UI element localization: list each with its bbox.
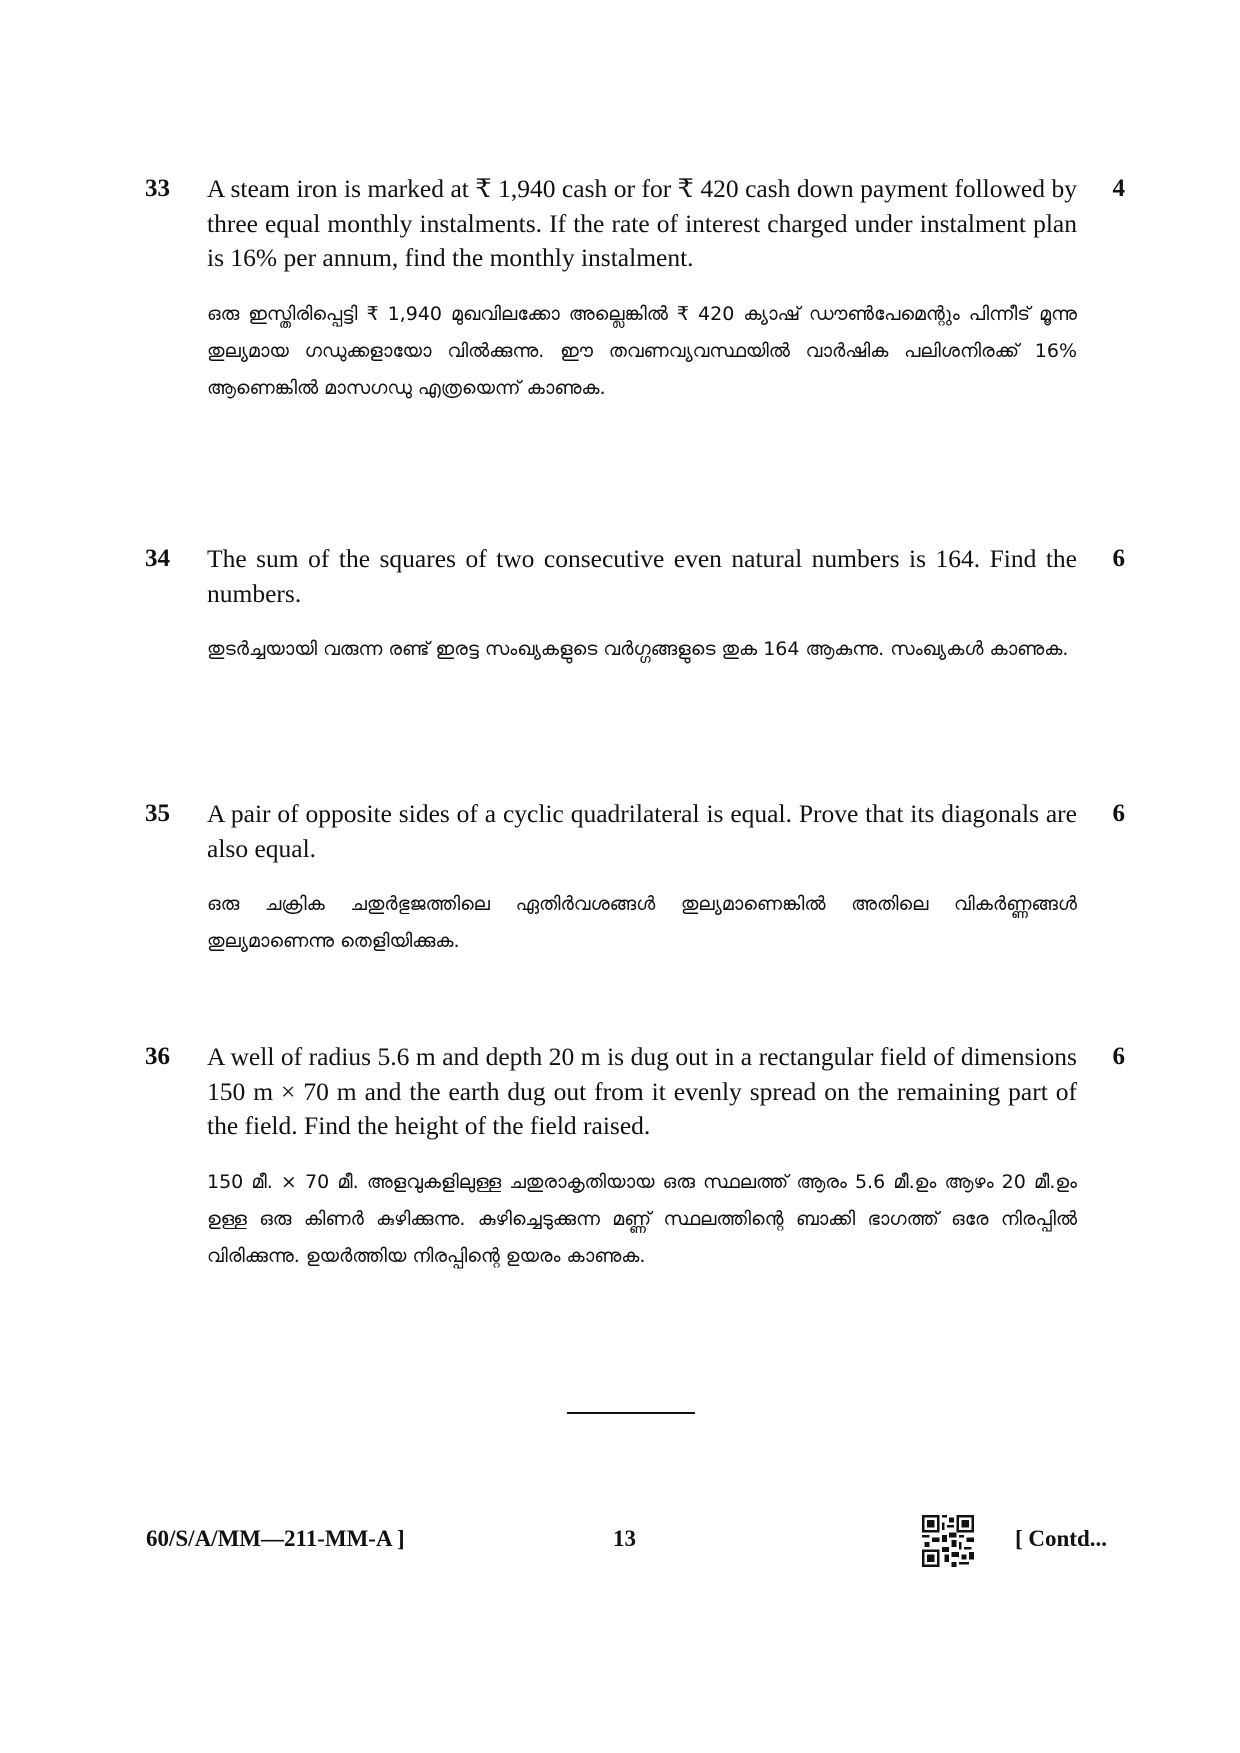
question-marks: 4: [1112, 175, 1125, 202]
question-text-malayalam: 150 മീ. × 70 മീ. അളവുകളിലുള്ള ചതുരാകൃതിയായ ഒരു സ്ഥലത്ത് ആരം 5.6 മീ.ഉം ആഴം 20 മീ.ഉം ഉള്ള ഒരു കിണർ കുഴിക്കുന്നു. കുഴിച്ചെടുക്കുന്ന മണ്ണ് സ്ഥലത്തിന്റെ ബാക്കി ഭാഗത്ത് ഒരേ നിരപ്പിൽ വിരിക്കുന്നു. ഉയർത്തിയ നിരപ്പിന്റെ ഉയരം കാണുക.: [207, 1170, 1077, 1267]
question-header: [145, 1040, 1125, 1144]
question-text-english: A steam iron is marked at ₹ 1,940 cash or for ₹ 420 cash down payment followed by three equal monthly instalments. If the rate of interest charged under instalment plan is 16% per annum, find the monthly instalment.: [207, 174, 1077, 272]
question-text-english: A well of radius 5.6 m and depth 20 m is dug out in a rectangular field of dimensions 150 m × 70 m and the earth dug out from it evenly spread on the remaining part of the field. Find the height of the field raised.: [207, 1042, 1077, 1140]
question-36: [145, 1040, 1125, 1275]
question-header: [145, 542, 1125, 611]
question-number: 33: [145, 175, 170, 202]
page-number: 13: [613, 1526, 636, 1551]
end-divider: [567, 1412, 695, 1414]
question-marks: 6: [1112, 545, 1125, 572]
question-text-english: A pair of opposite sides of a cyclic quadrilateral is equal. Prove that its diagonals are also equal.: [207, 799, 1077, 863]
question-marks: 6: [1112, 800, 1125, 827]
question-header: [145, 172, 1125, 276]
question-number: 34: [145, 545, 170, 572]
question-number: 36: [145, 1043, 170, 1070]
continued-label: [ Contd...: [1015, 1526, 1108, 1551]
question-text-malayalam: ഒരു ഇസ്തിരിപ്പെട്ടി ₹ 1,940 മുഖവിലക്കോ അല്ലെങ്കിൽ ₹ 420 ക്യാഷ് ഡൗൺപേമെന്റും പിന്നീട് മൂന്നു തുല്യമായ ഗഡുക്കളായോ വിൽക്കുന്നു. ഈ തവണവ്യവസ്ഥയിൽ വാർഷിക പലിശനിരക്ക് 16% ആണെങ്കിൽ മാസഗഡു എത്രയെന്ന് കാണുക.: [207, 302, 1077, 399]
qr-code-icon: [922, 1515, 974, 1567]
question-number: 35: [145, 800, 170, 827]
question-marks: 6: [1112, 1043, 1125, 1070]
question-header: [145, 797, 1125, 866]
question-text-english: The sum of the squares of two consecutive even natural numbers is 164. Find the numbers.: [207, 544, 1077, 608]
paper-code: 60/S/A/MM—211-MM-A ]: [146, 1526, 405, 1551]
question-text-malayalam: തുടർച്ചയായി വരുന്ന രണ്ട് ഇരട്ട സംഖ്യകളുടെ വർഗ്ഗങ്ങളുടെ തുക 164 ആകുന്നു. സംഖ്യകൾ കാണുക.: [207, 638, 1069, 660]
question-34: [145, 542, 1125, 668]
question-33: [145, 172, 1125, 407]
question-text-malayalam: ഒരു ചക്രിക ചതുർഭുജത്തിലെ ഏതിർവശങ്ങൾ തുല്യമാണെങ്കിൽ അതിലെ വികർണ്ണങ്ങൾ തുല്യമാണെന്നു തെളിയിക്കുക.: [207, 893, 1077, 952]
question-35: [145, 797, 1125, 960]
